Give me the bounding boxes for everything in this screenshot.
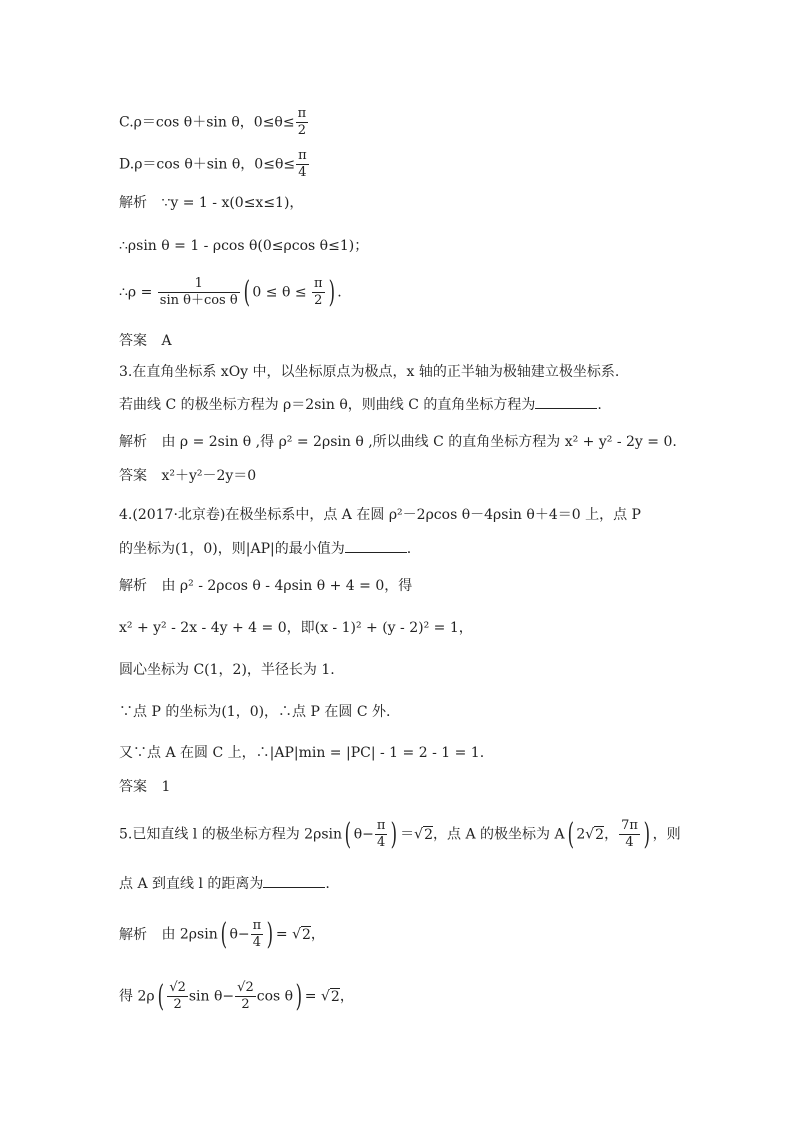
left-paren: (	[220, 916, 227, 952]
answer-blank	[263, 873, 325, 888]
right-paren: )	[391, 816, 398, 852]
solution-2-line-3	[119, 276, 342, 309]
left-paren: (	[344, 816, 352, 852]
right-paren: )	[328, 274, 335, 310]
solution-4-line-1	[119, 576, 412, 596]
solution-fraction	[158, 276, 240, 309]
solution-text: x² + y² - 2x - 4y + 4 = 0，即(x - 1)² + (y - 2)² = 1，	[119, 620, 473, 636]
option-d-label: D.	[119, 156, 135, 173]
frac-num: π	[297, 106, 307, 121]
solution-text: 由 ρ² - 2ρcos θ - 4ρsin θ + 4 = 0，得	[161, 578, 413, 594]
frac-num: π	[376, 818, 386, 833]
solution-4-line-2	[119, 618, 473, 638]
question-4-line-2	[119, 538, 411, 559]
solution-2-line-1	[119, 193, 303, 213]
solution-text: ∴ρsin θ = 1 - ρcos θ(0≤ρcos θ≤1)；	[119, 238, 369, 254]
solution-3	[119, 432, 677, 452]
question-4-line-1	[119, 505, 641, 525]
frac-den: 4	[252, 935, 262, 950]
solution-text: ∴ρ =	[119, 284, 153, 301]
question-fraction	[619, 818, 640, 851]
solution-text: 由 ρ = 2sin θ ,得 ρ² = 2ρsin θ ,所以曲线 C 的直角坐标方程为 x² + y² - 2y = 0.	[161, 434, 677, 450]
frac-num: π	[252, 918, 262, 933]
question-text: 若曲线 C 的极坐标方程为 ρ＝2sin θ，则曲线 C 的直角坐标方程为	[119, 397, 536, 413]
question-text: θ−	[353, 826, 374, 843]
frac-den: 4	[625, 835, 634, 850]
answer-2	[119, 331, 172, 351]
question-text: 点 A 到直线 l 的距离为	[119, 876, 264, 892]
right-paren: )	[266, 916, 274, 952]
solution-2-line-2	[119, 236, 368, 256]
question-text: 的坐标为(1，0)，则|AP|的最小值为	[119, 541, 345, 557]
question-text: 4.(2017·北京卷)在极坐标系中，点 A 在圆 ρ²－2ρcos θ－4ρsin θ＋4＝0 上，点 P	[119, 507, 641, 523]
right-paren: )	[643, 816, 650, 852]
question-text: .	[597, 397, 602, 413]
solution-text: =	[275, 926, 293, 943]
frac-num: 1	[158, 276, 240, 293]
answer-3	[119, 466, 256, 486]
question-5-line-1: 5.已知直线 l 的极坐标方程为 2ρsin( θ− $\frac{\pi}{4}$ ) ＝√2，点 A 的极坐标为 A( 2√2， $\frac{7\pi}{4}$ ) ，则	[119, 816, 681, 852]
answer-blank	[535, 394, 597, 409]
sqrt-radicand: 2	[424, 826, 434, 843]
question-text: 3.在直角坐标系 xOy 中，以坐标原点为极点，x 轴的正半轴为极轴建立极坐标系.	[119, 364, 620, 380]
solution-5-line-1: 解析 由 2ρsin( θ− $\frac{\pi}{4}$ ) = √2，	[119, 916, 325, 952]
solution-text: =	[304, 988, 321, 1005]
frac-den: 2	[173, 997, 182, 1012]
frac-den: 4	[298, 165, 307, 180]
frac-den: 2	[297, 123, 306, 138]
solution-text: ，	[310, 926, 325, 943]
answer-text: x²＋y²－2y＝0	[161, 468, 257, 484]
solution-text: θ−	[229, 926, 250, 943]
question-3-line-1	[119, 362, 619, 382]
solution-4-line-3	[119, 660, 335, 680]
frac-num: √2	[169, 980, 186, 995]
left-paren: (	[567, 816, 574, 852]
question-text: 2	[576, 826, 586, 843]
frac-den: sin θ＋cos θ	[159, 293, 238, 308]
option-d	[119, 148, 310, 181]
left-paren: (	[243, 274, 250, 310]
solution-text: 由 2ρsin	[161, 926, 218, 943]
solution-4-line-5	[119, 743, 484, 763]
solution-label: 解析	[119, 195, 147, 211]
solution-text: 圆心坐标为 C(1，2)，半径长为 1.	[119, 662, 335, 678]
frac-num: √2	[237, 980, 254, 995]
frac-den: 2	[314, 293, 323, 308]
option-c-label: C.	[119, 114, 134, 131]
answer-blank	[345, 538, 407, 553]
option-c-fraction	[296, 106, 309, 139]
question-text: ，	[604, 826, 619, 843]
solution-fraction	[312, 276, 325, 309]
solution-text: ∵点 P 的坐标为(1，0)，∴点 P 在圆 C 外.	[119, 704, 391, 720]
question-text: ＝	[400, 826, 415, 843]
sqrt-radicand: 2	[595, 826, 605, 843]
solution-label: 解析	[119, 926, 147, 943]
solution-text: 0 ≤ θ ≤	[252, 284, 307, 301]
solution-text: .	[337, 284, 342, 301]
question-5-line-2	[119, 873, 330, 894]
answer-text: 1	[161, 779, 171, 795]
solution-text: ，	[339, 988, 354, 1005]
solution-4-line-4	[119, 702, 390, 722]
option-d-fraction	[296, 148, 309, 181]
frac-num: 7π	[621, 818, 638, 833]
answer-4	[119, 777, 170, 797]
solution-label: 解析	[119, 578, 147, 594]
option-d-text: ρ＝cos θ＋sin θ，0≤θ≤	[134, 156, 296, 173]
question-text: 5.已知直线 l 的极坐标方程为 2ρsin	[119, 826, 343, 843]
option-c-text: ρ＝cos θ＋sin θ，0≤θ≤	[133, 114, 295, 131]
solution-fraction	[251, 918, 264, 951]
solution-text: 又∵点 A 在圆 C 上，∴|AP|min = |PC| - 1 = 2 - 1 = 1.	[119, 745, 485, 761]
solution-fraction	[167, 980, 188, 1013]
frac-den: 4	[377, 835, 386, 850]
frac-den: 2	[241, 997, 250, 1012]
question-3-line-2	[119, 394, 602, 415]
right-paren: )	[295, 978, 303, 1014]
solution-text: cos θ	[256, 988, 294, 1005]
left-paren: (	[157, 978, 164, 1014]
answer-label: 答案	[119, 468, 147, 484]
solution-text: 得 2ρ	[119, 988, 155, 1005]
option-c	[119, 106, 309, 139]
solution-5-line-2: 得 2ρ( $\frac{√2}{2}$ sin θ− $\frac{√2}{2}$ cos θ) = √2，	[119, 978, 354, 1014]
solution-fraction	[235, 980, 256, 1013]
question-text: ，则	[652, 826, 681, 843]
answer-label: 答案	[119, 779, 147, 795]
solution-label: 解析	[119, 434, 147, 450]
sqrt-radicand: 2	[302, 926, 311, 943]
frac-num: π	[298, 148, 307, 163]
sqrt-radicand: 2	[330, 988, 340, 1005]
question-fraction	[375, 818, 388, 851]
frac-num: π	[314, 276, 323, 291]
solution-text: sin θ−	[188, 988, 235, 1005]
solution-text: ∵y = 1 - x(0≤x≤1)，	[161, 195, 304, 211]
answer-text: A	[161, 333, 172, 349]
question-text: ，点 A 的极坐标为 A	[433, 826, 565, 843]
question-text: .	[406, 541, 412, 557]
question-text: .	[325, 876, 330, 892]
answer-label: 答案	[119, 333, 147, 349]
